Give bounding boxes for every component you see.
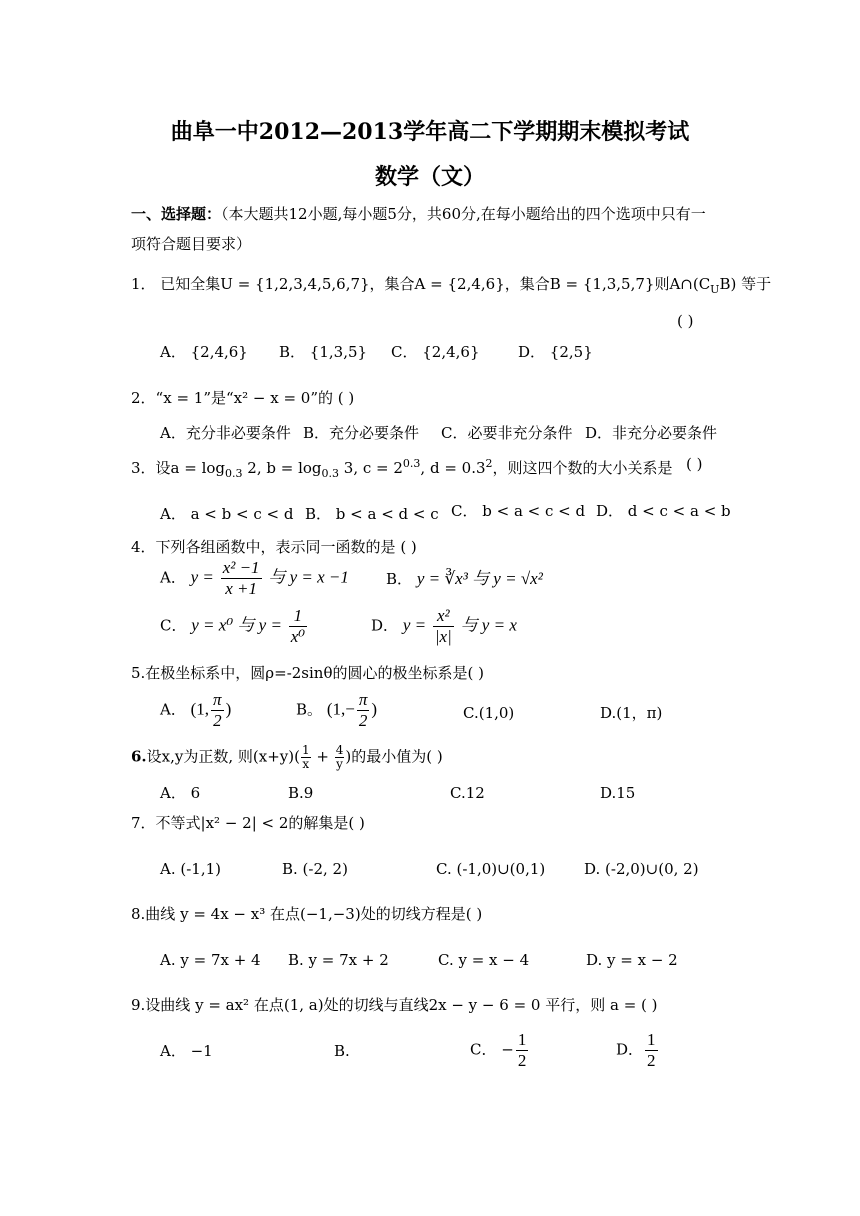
question-8-stem: 8.曲线 y = 4x − x³ 在点(−1,−3)处的切线方程是( ) [131,905,483,923]
question-6-text-end: )的最小值为( ) [345,747,443,766]
question-3-text-1: 3．设a = log [131,459,226,477]
question-2-option-b: B．充分必要条件 [303,424,420,442]
question-4-option-c [160,606,309,647]
fraction-denominator: x +1 [225,579,258,598]
fraction-denominator: x [302,757,310,771]
question-4-option-a-y: y = [190,567,214,587]
question-8-option-c: C. y = x − 4 [438,951,530,969]
question-8-option-b: B. y = 7x + 2 [288,951,389,969]
question-5-option-d: D.(1，π) [600,704,663,722]
question-4-option-b [386,568,543,590]
question-7-option-a: A. (-1,1) [160,860,221,878]
fraction-denominator: y [336,757,343,771]
question-4-stem: 4．下列各组函数中，表示同一函数的是 ( ) [131,538,417,556]
fraction-numerator: π [213,690,222,709]
fraction-denominator: 2 [358,711,368,730]
question-6-fraction-2 [335,744,345,771]
question-3-stem [131,453,673,485]
question-9-option-d [616,1030,660,1071]
question-5-option-a-post: ) [225,699,232,719]
question-3-sub-2: 0.3 [321,467,340,480]
question-4-option-c-label: C． [160,616,187,635]
question-1-sub: U [710,283,720,296]
page-title: 曲阜一中2012—2013学年高二下学期期末模拟考试 [170,119,690,145]
question-6-number: 6. [131,747,147,766]
question-1-option-d: D． {2,5} [518,343,593,361]
question-3-text-4: , d = 0.3 [420,459,486,477]
question-5-option-a-label: A． [160,700,186,719]
question-9-option-d-label: D． [616,1040,644,1059]
question-9-option-a: A． −1 [160,1042,213,1060]
fraction-denominator: x⁰ [290,627,306,646]
question-7-option-b: B. (-2, 2) [282,860,348,878]
question-8-option-a: A. y = 7x + 4 [160,951,261,969]
fraction-numerator: 4 [335,743,344,757]
question-3-option-c: C． b < a < c < d [451,502,586,520]
question-4-option-a-rest: 与 y = x −1 [268,567,349,587]
question-3-option-b: B． b < a < d < c [305,505,439,523]
question-2-option-d: D．非充分必要条件 [585,424,718,442]
question-3-option-d: D． d < c < a < b [596,502,731,520]
fraction-numerator: 1 [647,1030,656,1049]
fraction-numerator: 1 [289,606,307,627]
section-label: 一、选择题： [131,205,222,223]
fraction-denominator: 2 [517,1051,527,1070]
question-7-option-d: D. (-2,0)∪(0, 2) [584,860,699,878]
question-6-option-c: C.12 [450,784,485,802]
question-1-option-c: C． {2,4,6} [391,343,480,361]
page-subtitle: 数学（文） [374,164,485,190]
fraction-numerator: x² −1 [222,558,260,577]
question-3-sub-1: 0.3 [225,467,243,480]
question-5-option-b-pre: (1,− [326,699,355,719]
question-4-option-d-rest: 与 y = x [460,615,517,635]
question-5-option-a-pre: (1, [190,699,210,719]
question-5-option-c: C.(1,0) [463,704,515,722]
fraction-denominator: 2 [213,711,222,730]
question-9-stem: 9.设曲线 y = ax² 在点(1, a)处的切线与直线2x − y − 6 = 0 平行，则 a = ( ) [131,996,658,1014]
question-2-option-c: C．必要非充分条件 [441,424,573,442]
question-5-option-a-fraction [211,690,224,731]
fraction-denominator: 2 [647,1051,656,1070]
fraction-numerator: 1 [517,1030,527,1049]
question-5-option-b-label: B。 [296,700,323,719]
question-5-option-b-post: ) [371,699,378,719]
question-5-stem: 5.在极坐标系中，圆ρ=-2sinθ的圆心的极坐标系是( ) [131,664,484,682]
question-4-option-d-y: y = [402,615,427,635]
question-5-option-b [296,690,377,731]
question-6-option-a: A． 6 [160,784,201,802]
fraction-numerator: x² [433,606,454,627]
question-3-text-end: ，则这四个数的大小关系是 [492,459,673,477]
fraction-numerator: 1 [301,743,310,757]
question-4-option-d-label: D． [371,616,399,635]
question-1-paren: ( ) [677,312,694,330]
question-4-option-b-text: y = ∛x³ 与 y = √x² [416,569,543,588]
question-5-option-b-fraction [357,690,370,731]
section-desc-2: 项符合题目要求） [131,235,252,253]
question-1-text-end: B) 等于 [719,275,772,293]
question-3-sup-1: 0.3 [402,457,421,470]
question-9-option-d-fraction [645,1030,658,1071]
question-2-option-a: A．充分非必要条件 [160,424,291,442]
question-6-stem [131,744,443,771]
question-4-option-b-label: B． [386,570,413,588]
question-3-paren: ( ) [686,455,703,473]
question-6-option-b: B.9 [288,784,314,802]
question-9-option-c-fraction [516,1030,529,1071]
question-3-text-2: 2, b = log [242,459,322,477]
question-6-text: 设x,y为正数, 则(x+y)( [146,747,300,766]
question-1-text: 1． 已知全集U = {1,2,3,4,5,6,7}，集合A = {2,4,6}，集合B = {1,3,5,7}则A∩(C [131,275,711,293]
question-1-option-b: B． {1,3,5} [279,343,368,361]
section-header [131,203,706,225]
question-4-option-c-y: y = x⁰ 与 y = [191,615,282,635]
section-desc-1: （本大题共12小题,每小题5分，共60分,在每小题给出的四个选项中只有一 [221,205,706,223]
question-6-fraction-1 [301,744,311,771]
question-5-option-a [160,690,231,731]
question-9-option-c [470,1030,530,1071]
question-6-plus: + [311,747,334,766]
question-1-stem [131,273,771,301]
question-3-option-a: A． a < b < c < d [160,505,294,523]
question-8-option-d: D. y = x − 2 [586,951,678,969]
question-9-option-b: B. [334,1042,350,1060]
question-4-option-c-fraction [289,606,307,647]
question-4-option-d-fraction [433,606,454,647]
question-4-option-a [160,558,349,599]
question-7-stem: 7．不等式|x² − 2| < 2的解集是( ) [131,814,365,832]
question-3-text-3: 3, c = 2 [339,459,403,477]
question-4-option-a-fraction [221,558,262,599]
question-7-option-c: C. (-1,0)∪(0,1) [436,860,546,878]
question-9-option-c-label: C． − [470,1040,514,1059]
fraction-denominator: |x| [434,627,452,646]
question-1-option-a: A． {2,4,6} [160,343,248,361]
fraction-numerator: π [358,690,368,709]
question-4-option-d [371,606,517,647]
question-3-sup-2: 2 [485,457,493,470]
question-6-option-d: D.15 [600,784,636,802]
question-4-option-a-label: A． [160,568,186,587]
question-2-stem: 2．“x = 1”是“x² − x = 0”的 ( ) [131,389,355,407]
